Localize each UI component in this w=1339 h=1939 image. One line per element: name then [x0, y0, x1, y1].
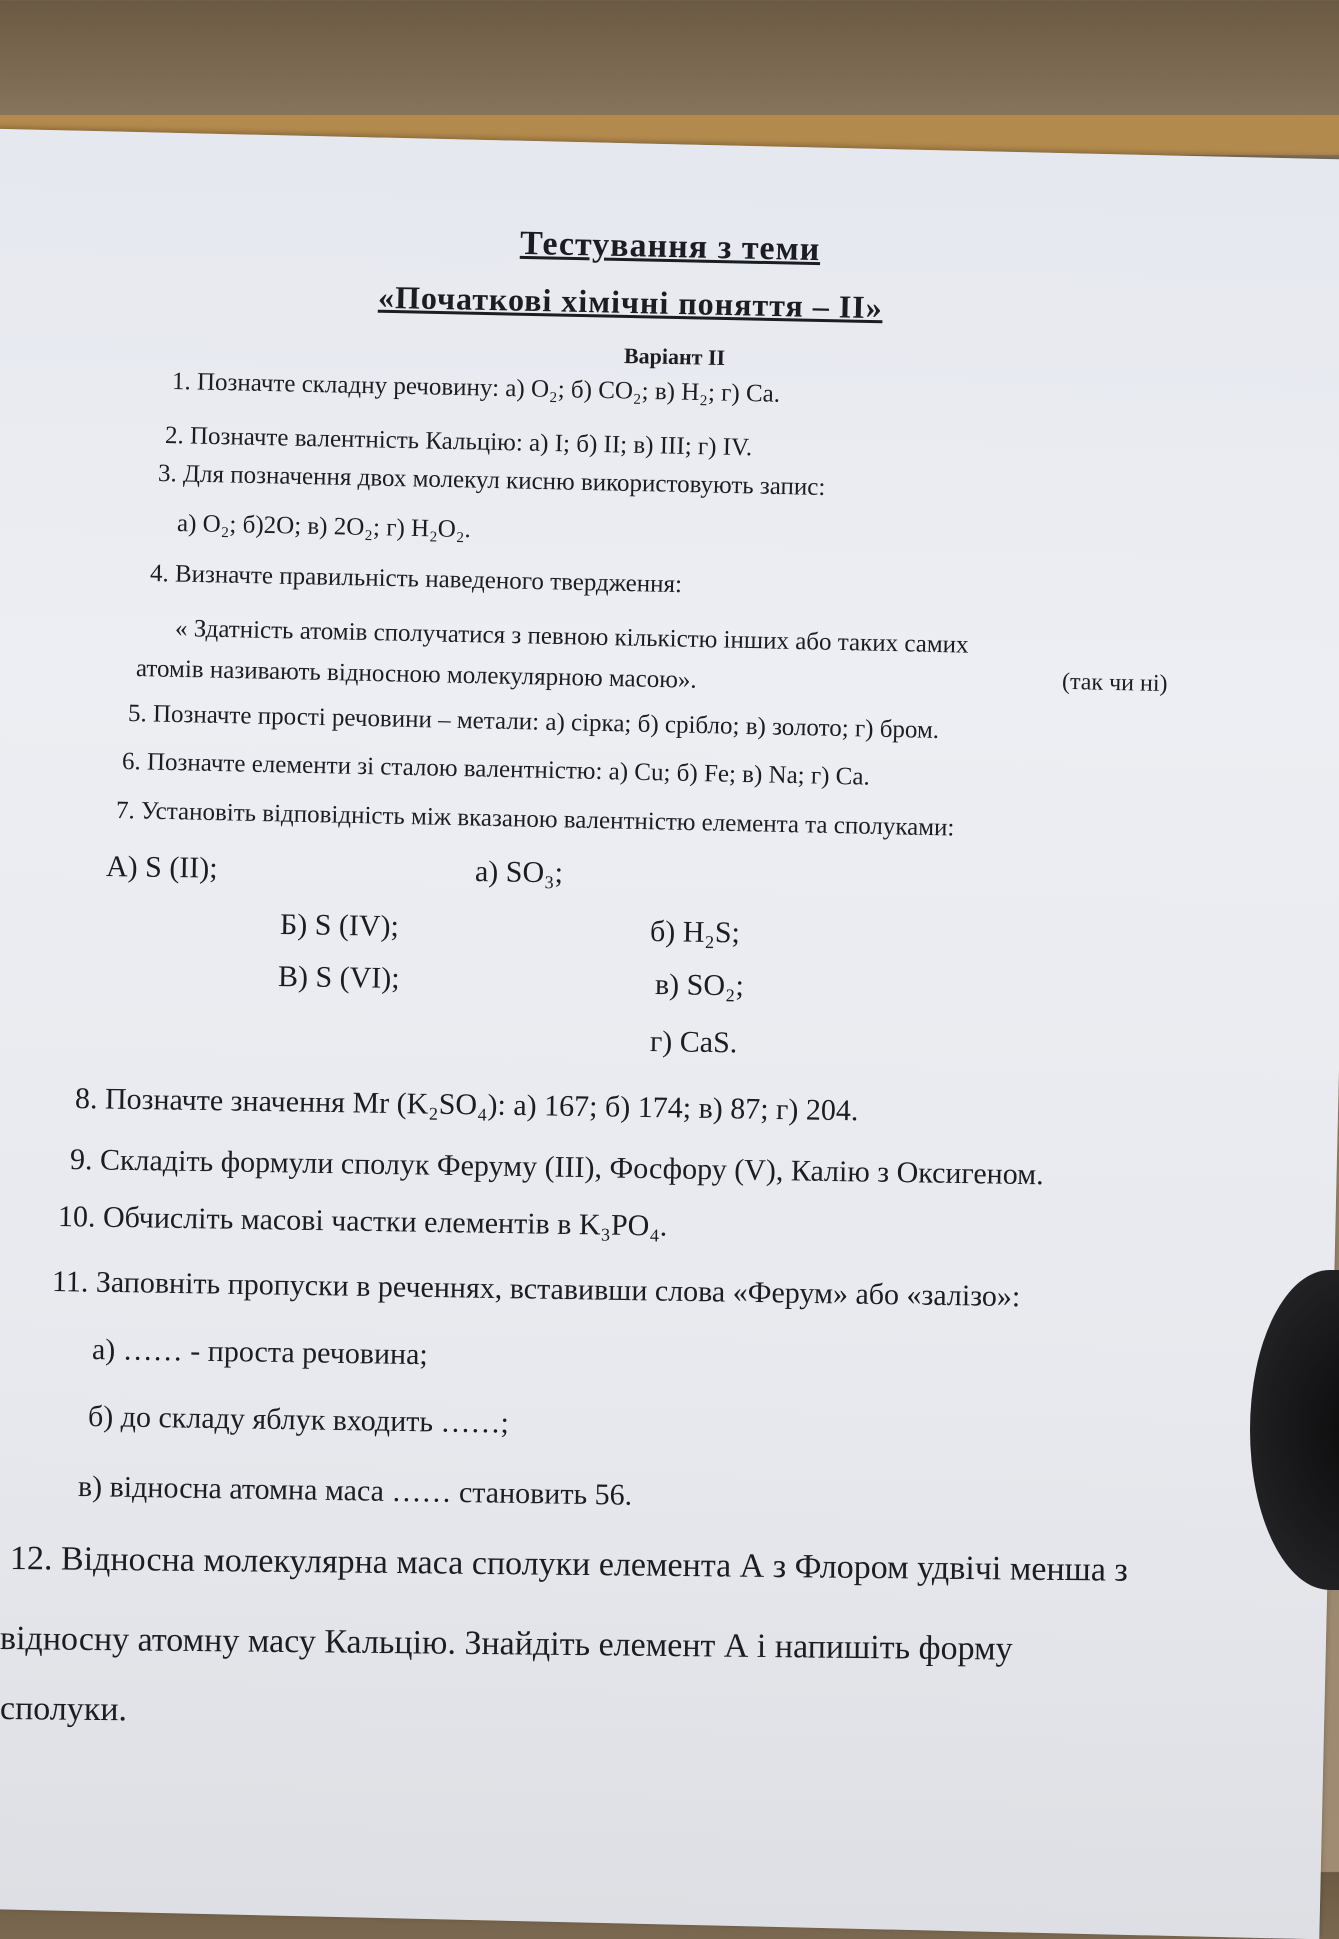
question-3: 3. Для позначення двох молекул кисню використовують запис: — [157, 460, 826, 501]
question-8: 8. Позначте значення Mr (K₂SO₄): а) 167; б) 174; в) 87; г) 204. — [74, 1082, 859, 1128]
question-12-line-2: відносну атомну масу Кальцію. Знайдіть елемент А і напишіть форму — [0, 1620, 1013, 1668]
question-4-quote-line-1: « Здатність атомів сполучатися з певною кількістю інших або таких самих — [174, 615, 969, 659]
question-11: 11. Заповніть пропуски в реченнях, вставивши слова «Ферум» або «залізо»: — [51, 1265, 1021, 1314]
question-3-options: а) О₂; б)2О; в) 2О₂; г) Н₂О₂. — [176, 510, 472, 544]
question-4-note: (так чи ні) — [1061, 668, 1168, 698]
question-11-b: б) до складу яблук входить ……; — [87, 1400, 510, 1440]
question-4: 4. Визначте правильність наведеного твердження: — [149, 560, 683, 599]
question-7-right-b: б) Н₂S; — [649, 915, 741, 950]
question-7-left-a: А) S (ІІ); — [105, 850, 218, 885]
question-6: 6. Позначте елементи зі сталою валентністю: а) Cu; б) Fe; в) Na; г) Ca. — [121, 748, 871, 791]
question-5: 5. Позначте прості речовини – метали: а) сірка; б) срібло; в) золото; г) бром. — [127, 700, 940, 744]
question-12-line-1: 12. Відносна молекулярна маса сполуки елемента А з Флором удвічі менша з — [9, 1540, 1129, 1589]
question-4-quote-line-2: атомів називають відносною молекулярною масою». — [135, 655, 697, 694]
question-7-left-b: Б) S (ІV); — [279, 908, 400, 943]
question-11-c: в) відносна атомна маса …… становить 56. — [77, 1470, 633, 1512]
title-line-2: «Початкові хімічні поняття – ІІ» — [377, 278, 884, 326]
question-11-a: а) …… - проста речовина; — [91, 1333, 429, 1372]
question-7-right-a: а) SО₃; — [474, 855, 564, 890]
question-7-left-c: В) S (VІ); — [277, 960, 400, 995]
title-line-1: Тестування з теми — [519, 224, 821, 269]
question-9: 9. Складіть формули сполук Феруму (ІІІ), Фосфору (V), Калію з Оксигеном. — [69, 1143, 1044, 1192]
question-7: 7. Установіть відповідність між вказаною валентністю елемента та сполуками: — [115, 797, 955, 842]
variant-label: Варіант ІІ — [623, 342, 726, 371]
question-1: 1. Позначте складну речовину: а) О₂; б) СО₂; в) Н₂; г) Са. — [171, 368, 781, 408]
question-7-right-c: в) SО₂; — [654, 968, 745, 1003]
question-2: 2. Позначте валентність Кальцію: а) І; б) ІІ; в) ІІІ; г) ІV. — [164, 422, 753, 462]
question-10: 10. Обчисліть масові частки елементів в K₃PO₄. — [57, 1200, 668, 1243]
question-12-line-3: сполуки. — [0, 1690, 128, 1729]
question-7-right-d: г) CaS. — [649, 1025, 738, 1060]
